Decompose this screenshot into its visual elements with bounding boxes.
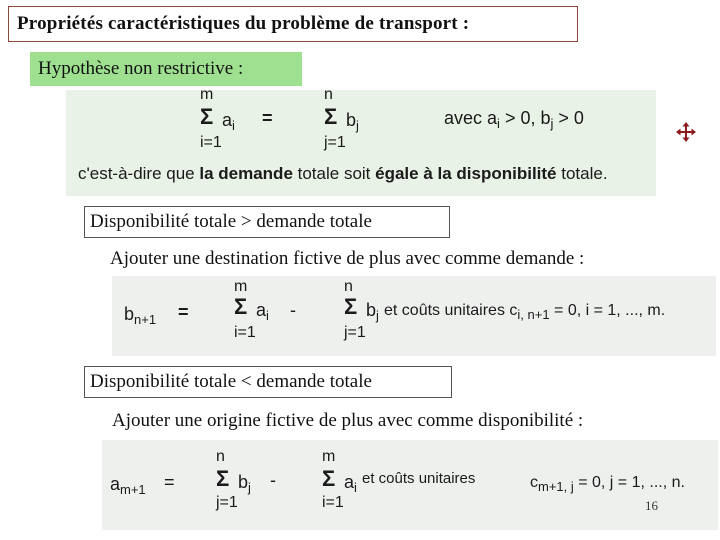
term-a-m-plus-1: $a_{m+1}$: [110, 474, 146, 497]
sum-upper-limit-m: m: [200, 86, 214, 103]
term-ai: $a_i$: [222, 110, 235, 133]
sum-lower-limit-j: j=1: [344, 324, 366, 341]
minus-sign: -: [270, 470, 276, 490]
sum-symbol-a: Σ: [200, 104, 214, 129]
term-ai: $a_i$: [344, 472, 357, 495]
term-bj: $b_j$: [238, 472, 251, 495]
minus-sign: -: [290, 300, 296, 320]
sum-symbol-a: Σ: [234, 294, 248, 319]
case2-action-text: Ajouter une origine fictive de plus avec comme disponibilité :: [112, 410, 584, 431]
sum-upper-limit-m: m: [322, 448, 336, 465]
term-bj: $b_j$: [346, 110, 359, 133]
slide-title-text: Propriétés caractéristiques du problème de transport :: [17, 13, 470, 34]
sum-lower-limit-i: i=1: [234, 324, 256, 341]
sum-symbol-a: Σ: [322, 466, 336, 491]
sum-lower-limit-i: i=1: [322, 494, 344, 511]
sum-symbol-b: Σ: [216, 466, 230, 491]
slide-title: [8, 6, 578, 42]
sum-lower-limit-j: j=1: [324, 134, 346, 151]
dummy-cost-label: et coûts unitaires: [362, 470, 476, 487]
equals-sign: =: [262, 108, 273, 128]
equals-sign: =: [178, 302, 189, 322]
term-b-n-plus-1: $b_{n+1}$: [124, 304, 157, 327]
sum-symbol-b: Σ: [324, 104, 338, 129]
sum-lower-limit-i: i=1: [200, 134, 222, 151]
case-supply-greater-text: Disponibilité totale > demande totale: [90, 211, 372, 232]
sum-upper-limit-n: n: [324, 86, 333, 103]
sum-lower-limit-j: j=1: [216, 494, 238, 511]
sum-symbol-b: Σ: [344, 294, 358, 319]
equals-sign: =: [164, 472, 175, 492]
term-bj: $b_j$: [366, 300, 379, 323]
positivity-condition: avec $a_i > 0$, $b_j > 0$: [444, 108, 584, 131]
case-supply-less-text: Disponibilité totale < demande totale: [90, 371, 372, 392]
dummy-cost-condition: et coûts unitaires $c_{i, n+1} = 0$, i = 1, ..., m.: [384, 302, 666, 322]
sum-upper-limit-n: n: [344, 278, 353, 295]
case-supply-greater-box: [84, 206, 450, 238]
move-arrows-icon[interactable]: [676, 122, 696, 142]
page-number: 16: [645, 498, 658, 513]
case1-action-text: Ajouter une destination fictive de plus avec comme demande :: [110, 248, 585, 269]
sum-upper-limit-m: m: [234, 278, 248, 295]
term-ai: $a_i$: [256, 300, 269, 323]
dummy-cost-condition: $c_{m+1, j} = 0$, j = 1, ..., n.: [530, 474, 685, 494]
balance-explanation: c'est-à-dire que la demande totale soit égale à la disponibilité totale.: [78, 164, 608, 183]
formula-balance-image: [66, 86, 656, 196]
formula-dummy-origin-image: [102, 440, 718, 530]
sum-upper-limit-n: n: [216, 448, 225, 465]
case-supply-less-box: [84, 366, 452, 398]
hypothesis-label: [30, 52, 302, 86]
hypothesis-text: Hypothèse non restrictive :: [38, 58, 244, 79]
formula-dummy-destination-image: [112, 276, 716, 356]
